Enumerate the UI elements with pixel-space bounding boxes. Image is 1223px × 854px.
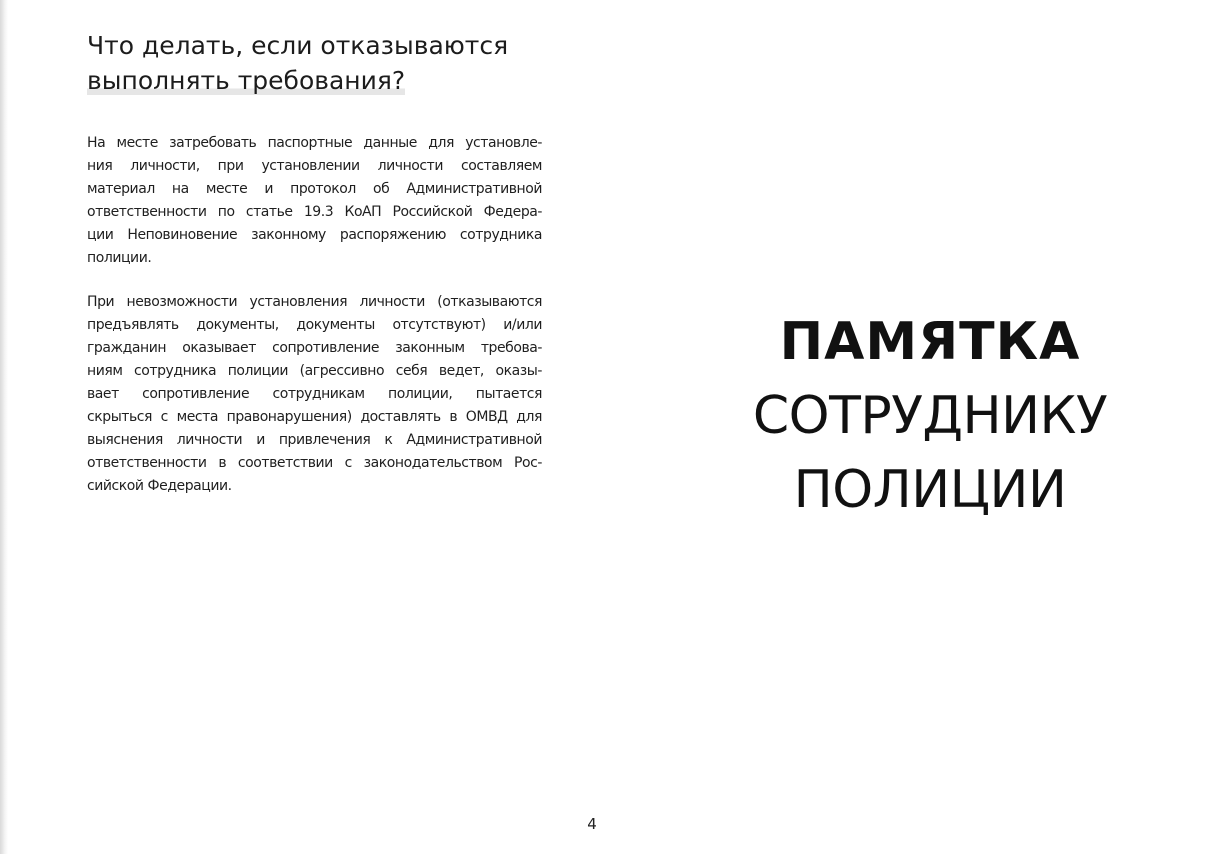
cover-title-line-2: СОТРУДНИКУ [752,386,1108,446]
cover-title-line-1: ПАМЯТКА [779,312,1081,372]
heading-line-1: Что делать, если отказываются [87,31,509,60]
paragraph-line: полиции. [87,250,152,266]
paragraph-detention [87,291,542,498]
paragraph-line: скрыться с места правонарушения) доставлять в ОМВД для [87,409,542,425]
paragraph-line: ответственности в соответствии с законодательством Рос- [87,455,542,471]
page-edge-shadow [0,0,8,854]
paragraph-line: На месте затребовать паспортные данные для установле- [87,135,542,151]
page-number: 4 [587,815,597,833]
cover-title-line-3: ПОЛИЦИИ [793,460,1067,520]
paragraph-line: выяснения личности и привлечения к Административной [87,432,542,448]
paragraph-line: ния личности, при установлении личности составляем [87,158,542,174]
paragraph-line: вает сопротивление сотрудникам полиции, пытается [87,386,542,402]
paragraph-line: сийской Федерации. [87,478,232,494]
paragraph-line: При невозможности установления личности (отказываются [87,294,542,310]
paragraph-line: материал на месте и протокол об Административной [87,181,542,197]
paragraph-identification [87,132,542,270]
paragraph-line: ниям сотрудника полиции (агрессивно себя ведет, оказы- [87,363,542,379]
paragraph-line: ответственности по статье 19.3 КоАП Российской Федера- [87,204,542,220]
paragraph-line: ции Неповиновение законному распоряжению сотрудника [87,227,542,243]
section-heading [87,28,547,98]
paragraph-line: гражданин оказывает сопротивление законным требова- [87,340,542,356]
cover-title [700,305,1160,527]
heading-line-2: выполнять требования? [87,66,406,95]
paragraph-line: предъявлять документы, документы отсутствуют) и/или [87,317,542,333]
